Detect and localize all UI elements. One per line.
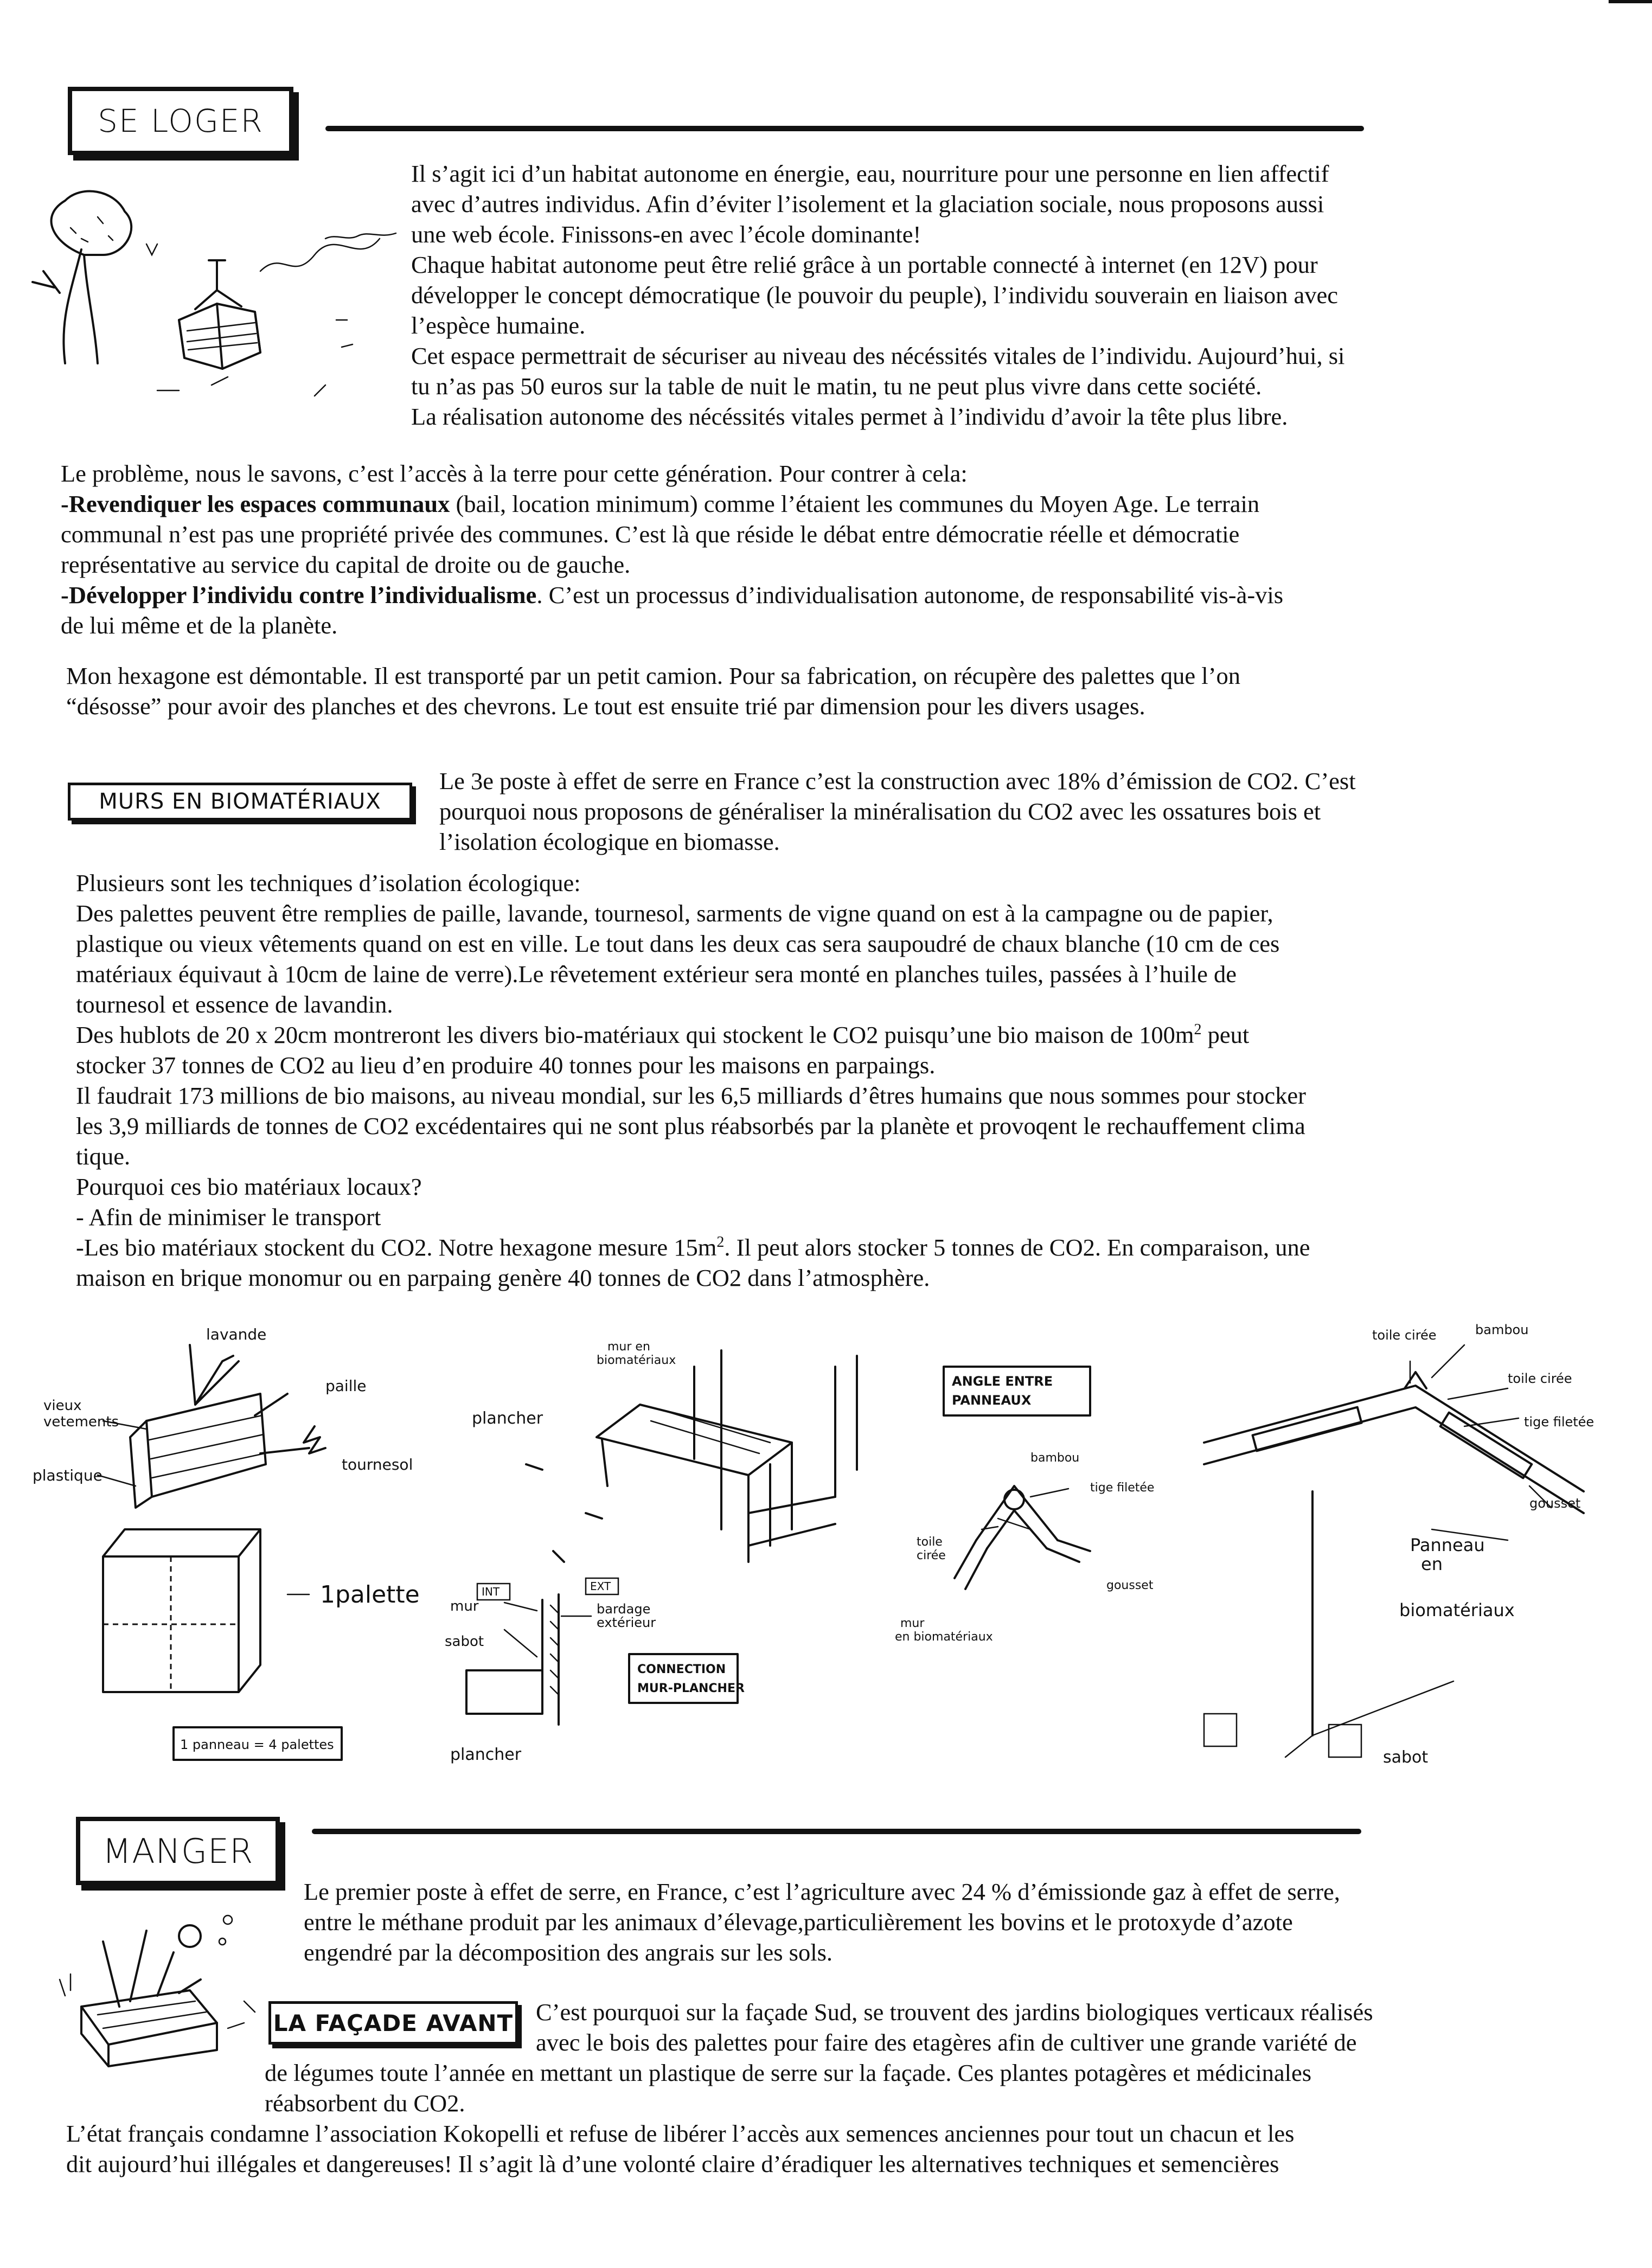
murs-intro-line: l’isolation écologique en biomasse. xyxy=(439,828,780,855)
point1-line: représentative au service du capital de droite ou de gauche. xyxy=(61,551,631,578)
murs-line: Plusieurs sont les techniques d’isolation écologique: xyxy=(76,869,581,896)
murs-intro-line: pourquoi nous proposons de généraliser la minéralisation du CO2 avec les ossatures bois et xyxy=(439,798,1321,825)
point2-line: de lui même et de la planète. xyxy=(61,612,338,639)
manger-intro-line: Le premier poste à effet de serre, en France, c’est l’agriculture avec 24 % d’émissionde gaz à effet de serre, xyxy=(304,1878,1340,1905)
manger-intro-line: engendré par la décomposition des angrais sur les sols. xyxy=(304,1939,833,1966)
intro-line: développer le concept démocratique (le pouvoir du peuple), l’individu souverain en liaison avec xyxy=(411,281,1338,309)
garden-sketch-icon xyxy=(49,1898,266,2072)
murs-label-box xyxy=(68,783,412,821)
murs-line-text: Des hublots de 20 x 20cm montreront les divers bio-matériaux qui stockent le CO2 puisqu’une bio maison de 100m xyxy=(76,1021,1194,1048)
plancher-label-bottom: plancher xyxy=(450,1745,522,1764)
plancher-label-mur-en: mur en xyxy=(607,1340,650,1354)
intro-line: une web école. Finissons-en avec l’école dominante! xyxy=(411,221,921,248)
connection-box-line2: MUR-PLANCHER xyxy=(637,1682,745,1695)
intro-line: avec d’autres individus. Afin d’éviter l’isolement et la glaciation sociale, nous proposons aussi xyxy=(411,190,1324,217)
plancher-label-biomateriaux: biomatériaux xyxy=(597,1354,676,1367)
kokopelli-paragraph xyxy=(66,2118,1628,2179)
facade-intro xyxy=(536,1997,1621,2058)
angle-label-biomateriaux: en biomatériaux xyxy=(895,1630,993,1644)
point2-rest: . C’est un processus d’individualisation autonome, de responsabilité vis-à-vis xyxy=(536,581,1284,608)
facade-rest xyxy=(265,2058,1621,2118)
roof-sketch xyxy=(1204,1312,1616,1779)
murs-line-tail: . Il peut alors stocker 5 tonnes de CO2. En comparaison, une xyxy=(724,1234,1310,1261)
angle-box-line2: PANNEAUX xyxy=(952,1393,1032,1408)
hexagon-paragraph xyxy=(66,661,1628,721)
facade-line: avec le bois des palettes pour faire des etagères afin de cultiver une grande variété de xyxy=(536,2029,1357,2056)
murs-line: Des palettes peuvent être remplies de paille, lavande, tournesol, sarments de vigne quand on est à la campagne ou de papier, xyxy=(76,900,1273,927)
murs-line xyxy=(76,1232,1627,1263)
murs-intro xyxy=(439,766,1524,857)
palette-label-lavande: lavande xyxy=(206,1325,267,1343)
se-loger-intro xyxy=(411,158,1523,432)
roof-label-biomateriaux: biomatériaux xyxy=(1399,1600,1515,1620)
house-sketch-icon xyxy=(33,184,401,412)
murs-line: - Afin de minimiser le transport xyxy=(76,1203,381,1231)
problem-paragraph xyxy=(61,458,1623,640)
facade-line: réabsorbent du CO2. xyxy=(265,2090,465,2117)
roof-label-bambou: bambou xyxy=(1475,1322,1529,1337)
manger-rule xyxy=(312,1829,1361,1834)
roof-label-gousset: gousset xyxy=(1529,1496,1581,1511)
plancher-label-sabot: sabot xyxy=(445,1633,484,1650)
palette-label-tournesol: tournesol xyxy=(342,1456,413,1473)
facade-line: de légumes toute l’année en mettant un plastique de serre sur la façade. Ces plantes potagères et médicinales xyxy=(265,2059,1312,2086)
intro-line: Cet espace permettrait de sécuriser au niveau des nécéssités vitales de l’individu. Aujourd’hui, si xyxy=(411,342,1345,369)
angle-label-bambou: bambou xyxy=(1030,1451,1080,1465)
connection-box-line1: CONNECTION xyxy=(637,1663,726,1676)
manger-intro-line: entre le méthane produit par les animaux d’élevage,particulièrement les bovins et le protoxyde d’azote xyxy=(304,1908,1293,1936)
plancher-label-ext: EXT xyxy=(590,1580,611,1593)
angle-label-mur: mur xyxy=(900,1617,925,1630)
intro-line: Il s’agit ici d’un habitat autonome en énergie, eau, nourriture pour une personne en lien affectif xyxy=(411,160,1329,187)
roof-label-tige: tige filetée xyxy=(1524,1414,1595,1430)
plancher-label-mur: mur xyxy=(450,1598,479,1614)
superscript: 2 xyxy=(1194,1021,1202,1039)
intro-line: Chaque habitat autonome peut être relié grâce à un portable connecté à internet (en 12V) pour xyxy=(411,251,1318,278)
plancher-label-top: plancher xyxy=(472,1409,543,1428)
murs-line: tournesol et essence de lavandin. xyxy=(76,991,393,1018)
point1-line: communal n’est pas une propriété privée des communes. C’est là que réside le débat entre démocratie réelle et démocratie xyxy=(61,521,1240,548)
murs-line-tail: peut xyxy=(1201,1021,1250,1048)
kokopelli-line: L’état français condamne l’association Kokopelli et refuse de libérer l’accès aux semences anciennes pour tout un chacun et les xyxy=(66,2120,1295,2147)
palette-label-vetements: vetements xyxy=(43,1414,119,1430)
manger-title: MANGER xyxy=(102,1831,254,1871)
murs-line: tique. xyxy=(76,1143,131,1170)
roof-label-toile-ciree-left: toile cirée xyxy=(1372,1328,1437,1343)
plancher-sketch xyxy=(445,1334,879,1779)
palette-label-plastique: plastique xyxy=(33,1466,103,1484)
problem-intro: Le problème, nous le savons, c’est l’accès à la terre pour cette génération. Pour contrer à cela: xyxy=(61,460,968,487)
intro-line: La réalisation autonome des nécéssités vitales permet à l’individu d’avoir la tête plus libre. xyxy=(411,403,1288,430)
palette-caption: 1 panneau = 4 palettes xyxy=(180,1737,334,1752)
roof-label-toile-ciree-right: toile cirée xyxy=(1508,1371,1572,1386)
plancher-label-bardage: bardage xyxy=(597,1601,651,1617)
point1-bold: -Revendiquer les espaces communaux xyxy=(61,490,450,517)
point1-line xyxy=(61,489,1623,519)
point2-bold: -Développer l’individu contre l’individualisme xyxy=(61,581,537,608)
kokopelli-line: dit aujourd’hui illégales et dangereuses! Il s’agit là d’une volonté claire d’éradiquer les alternatives techniques et semencières xyxy=(66,2150,1279,2177)
manger-intro xyxy=(304,1876,1605,1968)
se-loger-title: SE LOGER xyxy=(98,102,264,139)
hexagon-line: “désosse” pour avoir des planches et des chevrons. Le tout est ensuite trié par dimension pour les divers usages. xyxy=(66,693,1145,720)
palette-sketch xyxy=(33,1323,423,1768)
palette-label-paille: paille xyxy=(325,1377,367,1395)
facade-label-box xyxy=(268,2001,518,2045)
roof-label-panneau: Panneau xyxy=(1410,1535,1485,1555)
point1-rest: (bail, location minimum) comme l’étaient les communes du Moyen Age. Le terrain xyxy=(450,490,1260,517)
se-loger-rule xyxy=(325,126,1364,131)
intro-line: l’espèce humaine. xyxy=(411,312,586,339)
angle-sketch xyxy=(895,1361,1199,1665)
murs-body xyxy=(76,868,1627,1293)
point2-line xyxy=(61,580,1623,610)
hexagon-line: Mon hexagone est démontable. Il est transporté par un petit camion. Pour sa fabrication, on récupère des palettes que l’on xyxy=(66,662,1240,689)
murs-line: Pourquoi ces bio matériaux locaux? xyxy=(76,1173,422,1200)
plancher-label-int: INT xyxy=(482,1585,500,1598)
section-title-manger xyxy=(76,1817,280,1885)
roof-label-en: en xyxy=(1421,1554,1443,1574)
superscript: 2 xyxy=(716,1234,725,1251)
angle-label-tige: tige filetée xyxy=(1090,1481,1155,1495)
murs-intro-line: Le 3e poste à effet de serre en France c’est la construction avec 18% d’émission de CO2. C’est xyxy=(439,767,1356,795)
facade-line: C’est pourquoi sur la façade Sud, se trouvent des jardins biologiques verticaux réalisés xyxy=(536,1998,1373,2026)
murs-line: plastique ou vieux vêtements quand on est en ville. Le tout dans les deux cas sera saupoudré de chaux blanche (10 cm de ces xyxy=(76,930,1280,957)
section-title-se-loger xyxy=(68,87,293,155)
murs-line xyxy=(76,1020,1627,1050)
murs-line: maison en brique monomur ou en parpaing genère 40 tonnes de CO2 dans l’atmosphère. xyxy=(76,1264,930,1291)
facade-label: LA FAÇADE AVANT xyxy=(273,2009,514,2036)
palette-label-vieux: vieux xyxy=(43,1398,82,1414)
angle-label-toile: toile xyxy=(917,1535,943,1549)
intro-line: tu n’as pas 50 euros sur la table de nuit le matin, tu ne peut plus vivre dans cette société. xyxy=(411,373,1262,400)
murs-line: stocker 37 tonnes de CO2 au lieu d’en produire 40 tonnes pour les maisons en parpaings. xyxy=(76,1052,936,1079)
palette-label-palette: 1palette xyxy=(320,1581,420,1609)
murs-label: MURS EN BIOMATÉRIAUX xyxy=(99,789,381,814)
murs-line: les 3,9 milliards de tonnes de CO2 excédentaires qui ne sont plus réabsorbés par la planète et provoqent le rechauffement clima xyxy=(76,1112,1305,1139)
angle-label-gousset: gousset xyxy=(1106,1579,1154,1592)
angle-box-line1: ANGLE ENTRE xyxy=(952,1374,1053,1389)
page-corner-mark xyxy=(1609,0,1652,3)
roof-label-sabot: sabot xyxy=(1383,1748,1429,1767)
murs-line: Il faudrait 173 millions de bio maisons, au niveau mondial, sur les 6,5 milliards d’êtres humains que nous sommes pour stocker xyxy=(76,1082,1306,1109)
murs-line-text: -Les bio matériaux stockent du CO2. Notre hexagone mesure 15m xyxy=(76,1234,717,1261)
angle-label-ciree: cirée xyxy=(917,1549,946,1562)
plancher-label-exterieur: extérieur xyxy=(597,1615,656,1630)
murs-line: matériaux équivaut à 10cm de laine de verre).Le rêvetement extérieur sera monté en planches tuiles, passées à l’huile de xyxy=(76,960,1237,988)
